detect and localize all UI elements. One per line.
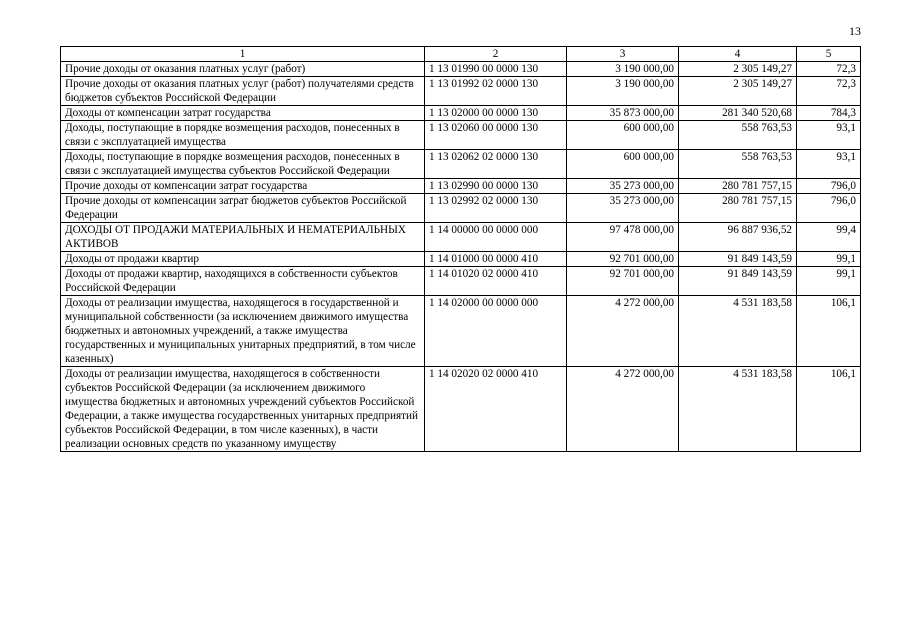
column-number-row bbox=[61, 47, 861, 62]
revenue-name-cell: Доходы, поступающие в порядке возмещения расходов, понесенных в связи с эксплуатацией имущества bbox=[61, 121, 425, 150]
revenue-name-cell: Прочие доходы от компенсации затрат государства bbox=[61, 179, 425, 194]
execution-percent-cell: 106,1 bbox=[797, 367, 861, 452]
planned-amount-cell: 3 190 000,00 bbox=[567, 62, 679, 77]
actual-amount-cell: 558 763,53 bbox=[679, 150, 797, 179]
execution-percent-cell: 72,3 bbox=[797, 77, 861, 106]
revenue-code-cell: 1 13 01992 02 0000 130 bbox=[425, 77, 567, 106]
execution-percent-cell: 99,1 bbox=[797, 267, 861, 296]
revenue-code-cell: 1 14 00000 00 0000 000 bbox=[425, 223, 567, 252]
planned-amount-cell: 600 000,00 bbox=[567, 150, 679, 179]
planned-amount-cell: 600 000,00 bbox=[567, 121, 679, 150]
actual-amount-cell: 280 781 757,15 bbox=[679, 194, 797, 223]
revenue-code-cell: 1 14 01000 00 0000 410 bbox=[425, 252, 567, 267]
execution-percent-cell: 796,0 bbox=[797, 179, 861, 194]
actual-amount-cell: 2 305 149,27 bbox=[679, 77, 797, 106]
table-row bbox=[61, 62, 861, 77]
execution-percent-cell: 93,1 bbox=[797, 150, 861, 179]
table-row bbox=[61, 121, 861, 150]
table-row bbox=[61, 194, 861, 223]
table-row bbox=[61, 223, 861, 252]
planned-amount-cell: 4 272 000,00 bbox=[567, 367, 679, 452]
revenue-code-cell: 1 13 02060 00 0000 130 bbox=[425, 121, 567, 150]
revenue-code-cell: 1 14 01020 02 0000 410 bbox=[425, 267, 567, 296]
revenue-name-cell: Доходы, поступающие в порядке возмещения расходов, понесенных в связи с эксплуатацией имущества субъектов Российской Федерации bbox=[61, 150, 425, 179]
revenue-name-cell: Доходы от компенсации затрат государства bbox=[61, 106, 425, 121]
revenue-code-cell: 1 14 02020 02 0000 410 bbox=[425, 367, 567, 452]
actual-amount-cell: 280 781 757,15 bbox=[679, 179, 797, 194]
execution-percent-cell: 72,3 bbox=[797, 62, 861, 77]
table-row bbox=[61, 179, 861, 194]
revenue-code-cell: 1 13 02000 00 0000 130 bbox=[425, 106, 567, 121]
actual-amount-cell: 96 887 936,52 bbox=[679, 223, 797, 252]
page-number: 13 bbox=[849, 24, 861, 38]
execution-percent-cell: 99,4 bbox=[797, 223, 861, 252]
table-row bbox=[61, 77, 861, 106]
execution-percent-cell: 99,1 bbox=[797, 252, 861, 267]
revenue-code-cell: 1 13 02990 00 0000 130 bbox=[425, 179, 567, 194]
table-row bbox=[61, 296, 861, 367]
actual-amount-cell: 281 340 520,68 bbox=[679, 106, 797, 121]
table-row bbox=[61, 150, 861, 179]
column-number-5: 5 bbox=[797, 47, 861, 62]
revenue-code-cell: 1 13 02062 02 0000 130 bbox=[425, 150, 567, 179]
revenue-name-cell: Прочие доходы от оказания платных услуг (работ) bbox=[61, 62, 425, 77]
revenue-code-cell: 1 14 02000 00 0000 000 bbox=[425, 296, 567, 367]
column-number-3: 3 bbox=[567, 47, 679, 62]
execution-percent-cell: 93,1 bbox=[797, 121, 861, 150]
planned-amount-cell: 92 701 000,00 bbox=[567, 267, 679, 296]
table-row bbox=[61, 252, 861, 267]
column-number-1: 1 bbox=[61, 47, 425, 62]
revenue-name-cell: Доходы от реализации имущества, находящегося в собственности субъектов Российской Федерации (за исключением движимого имущества бюджетных и автономных учреждений субъектов Российской Федерации, а также имущества государственных унитарных предприятий субъектов Российской Федерации, в том числе казенных), в части реализации основных средств по указанному имуществу bbox=[61, 367, 425, 452]
revenue-table bbox=[60, 46, 861, 452]
execution-percent-cell: 796,0 bbox=[797, 194, 861, 223]
execution-percent-cell: 784,3 bbox=[797, 106, 861, 121]
column-number-2: 2 bbox=[425, 47, 567, 62]
planned-amount-cell: 3 190 000,00 bbox=[567, 77, 679, 106]
planned-amount-cell: 35 273 000,00 bbox=[567, 179, 679, 194]
revenue-name-cell: Доходы от продажи квартир, находящихся в собственности субъектов Российской Федерации bbox=[61, 267, 425, 296]
revenue-table-body bbox=[61, 47, 861, 452]
actual-amount-cell: 2 305 149,27 bbox=[679, 62, 797, 77]
actual-amount-cell: 4 531 183,58 bbox=[679, 367, 797, 452]
revenue-name-cell: Доходы от реализации имущества, находящегося в государственной и муниципальной собственности (за исключением движимого имущества бюджетных и автономных учреждений, а также имущества государственных и муниципальных унитарных предприятий, в том числе казенных) bbox=[61, 296, 425, 367]
revenue-name-cell: ДОХОДЫ ОТ ПРОДАЖИ МАТЕРИАЛЬНЫХ И НЕМАТЕРИАЛЬНЫХ АКТИВОВ bbox=[61, 223, 425, 252]
actual-amount-cell: 91 849 143,59 bbox=[679, 267, 797, 296]
table-row bbox=[61, 106, 861, 121]
planned-amount-cell: 4 272 000,00 bbox=[567, 296, 679, 367]
table-row bbox=[61, 367, 861, 452]
actual-amount-cell: 558 763,53 bbox=[679, 121, 797, 150]
planned-amount-cell: 35 273 000,00 bbox=[567, 194, 679, 223]
planned-amount-cell: 97 478 000,00 bbox=[567, 223, 679, 252]
planned-amount-cell: 92 701 000,00 bbox=[567, 252, 679, 267]
actual-amount-cell: 91 849 143,59 bbox=[679, 252, 797, 267]
actual-amount-cell: 4 531 183,58 bbox=[679, 296, 797, 367]
revenue-name-cell: Доходы от продажи квартир bbox=[61, 252, 425, 267]
execution-percent-cell: 106,1 bbox=[797, 296, 861, 367]
revenue-name-cell: Прочие доходы от компенсации затрат бюджетов субъектов Российской Федерации bbox=[61, 194, 425, 223]
column-number-4: 4 bbox=[679, 47, 797, 62]
planned-amount-cell: 35 873 000,00 bbox=[567, 106, 679, 121]
revenue-code-cell: 1 13 02992 02 0000 130 bbox=[425, 194, 567, 223]
revenue-code-cell: 1 13 01990 00 0000 130 bbox=[425, 62, 567, 77]
table-row bbox=[61, 267, 861, 296]
revenue-name-cell: Прочие доходы от оказания платных услуг (работ) получателями средств бюджетов субъектов Российской Федерации bbox=[61, 77, 425, 106]
